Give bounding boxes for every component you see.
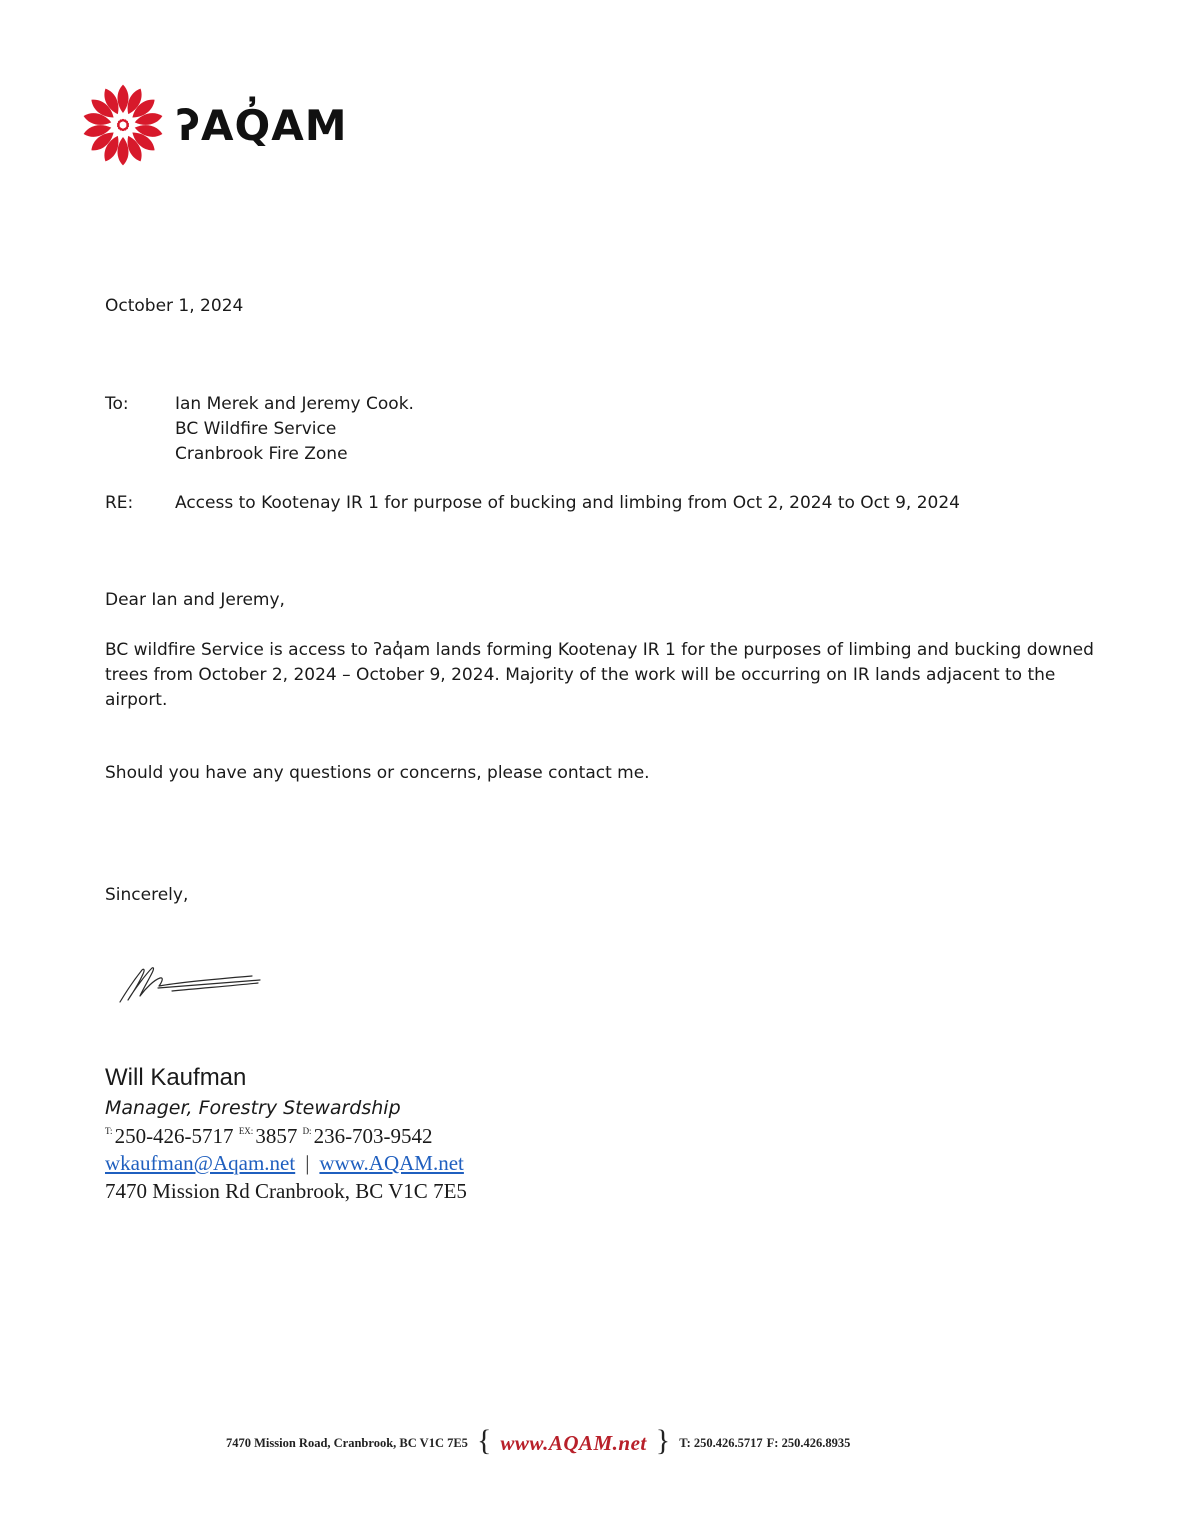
footer-phone: T: 250.426.5717 bbox=[679, 1435, 763, 1450]
closing: Sincerely, bbox=[105, 885, 189, 905]
footer-address: 7470 Mission Road, Cranbrook, BC V1C 7E5 bbox=[226, 1435, 468, 1450]
phone-ex-label: EX: bbox=[238, 1126, 254, 1136]
signer-links bbox=[105, 1151, 464, 1176]
phone-t-label: T: bbox=[105, 1126, 113, 1136]
recipient-line: BC Wildfire Service bbox=[175, 419, 337, 439]
phone-d-label: D: bbox=[302, 1126, 312, 1136]
letterhead-logo bbox=[80, 82, 348, 168]
footer-fax: F: 250.426.8935 bbox=[766, 1435, 851, 1450]
to-label: To: bbox=[105, 394, 129, 414]
website-link[interactable]: www.AQAM.net bbox=[319, 1151, 464, 1175]
signer-title: Manager, Forestry Stewardship bbox=[105, 1097, 401, 1119]
subject-line: Access to Kootenay IR 1 for purpose of bucking and limbing from Oct 2, 2024 to Oct 9, 2024 bbox=[175, 493, 960, 513]
letter-date: October 1, 2024 bbox=[105, 296, 244, 316]
signer-phone-line bbox=[105, 1124, 433, 1149]
phone-extension: 3857 bbox=[255, 1124, 298, 1148]
footer-brace-close: } bbox=[655, 1424, 671, 1457]
letterhead-footer bbox=[226, 1424, 851, 1458]
salutation: Dear Ian and Jeremy, bbox=[105, 590, 285, 610]
body-paragraph: BC wildfire Service is access to ʔaq̓am lands forming Kootenay IR 1 for the purposes of limbing and bucking downed trees from October 2, 2024 – October 9, 2024. Majority of the work will be occurring on IR lands adjacent to the airport. bbox=[105, 640, 1094, 710]
link-separator: | bbox=[305, 1151, 310, 1175]
re-label: RE: bbox=[105, 493, 134, 513]
signer-name: Will Kaufman bbox=[105, 1064, 247, 1091]
email-link[interactable]: wkaufman@Aqam.net bbox=[105, 1151, 296, 1175]
footer-website: www.AQAM.net bbox=[500, 1430, 647, 1455]
phone-direct: 236-703-9542 bbox=[313, 1124, 433, 1148]
footer-brace-open: { bbox=[476, 1424, 492, 1457]
body-paragraph: Should you have any questions or concerns, please contact me. bbox=[105, 763, 650, 783]
phone-main: 250-426-5717 bbox=[114, 1124, 234, 1148]
handwritten-signature bbox=[112, 958, 272, 1008]
brand-name: ʔAQ̓AM bbox=[176, 100, 348, 150]
signer-address: 7470 Mission Rd Cranbrook, BC V1C 7E5 bbox=[105, 1179, 467, 1203]
recipient-line: Ian Merek and Jeremy Cook. bbox=[175, 394, 414, 414]
flower-logo-icon bbox=[80, 82, 166, 168]
recipient-line: Cranbrook Fire Zone bbox=[175, 444, 348, 464]
